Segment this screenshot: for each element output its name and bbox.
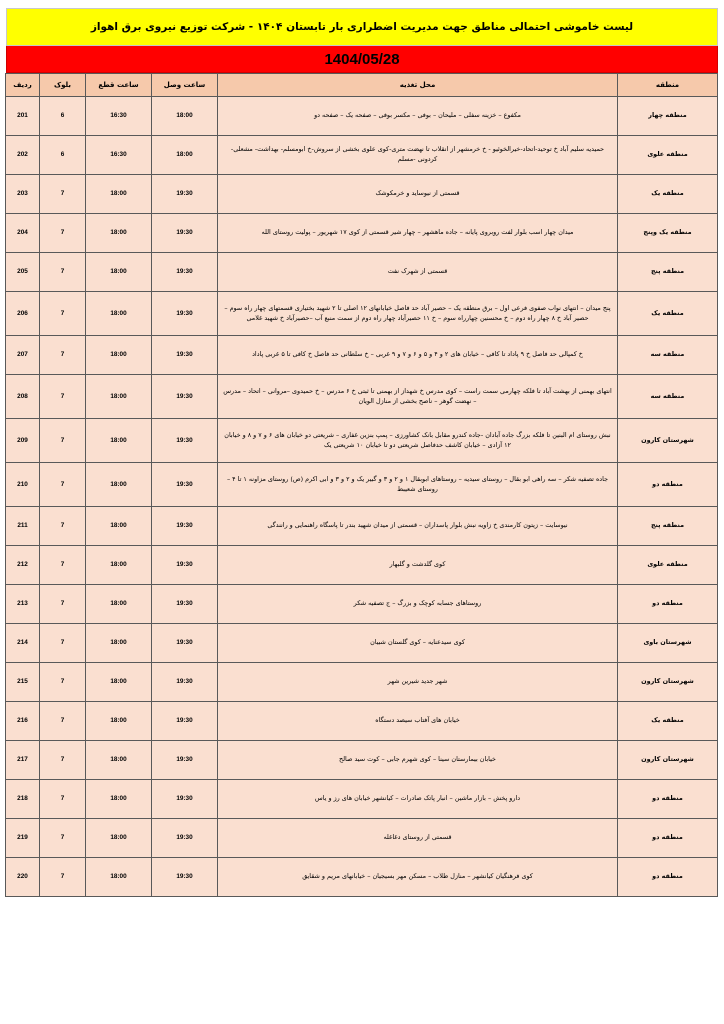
cell-radif: 209	[6, 419, 40, 463]
cell-radif: 220	[6, 858, 40, 897]
cell-location: قسمتی از شهرک نفت	[218, 253, 618, 292]
table-row	[6, 507, 718, 546]
cell-radif: 205	[6, 253, 40, 292]
cell-off-time: 18:00	[86, 336, 152, 375]
cell-location: کوی سیدعنایه – کوی گلستان شبیان	[218, 624, 618, 663]
cell-region: منطقه سه	[618, 336, 718, 375]
table-row	[6, 624, 718, 663]
column-header-off-time: ساعت قطع	[86, 74, 152, 97]
cell-off-time: 18:00	[86, 741, 152, 780]
cell-radif: 213	[6, 585, 40, 624]
cell-block: 7	[40, 663, 86, 702]
report-date-bar	[6, 46, 718, 73]
cell-off-time: 18:00	[86, 702, 152, 741]
cell-radif: 217	[6, 741, 40, 780]
cell-location: نیوسایت – زیتون کارمندی خ زاویه نبش بلوار پاسداران – قسمتی از میدان شهید بندر تا پاسگاه راهنمایی و رانندگی	[218, 507, 618, 546]
cell-block: 7	[40, 507, 86, 546]
cell-radif: 202	[6, 136, 40, 175]
cell-block: 7	[40, 175, 86, 214]
cell-location: مکفوع – خزینه سفلی – ملیحان – بوفی – مکسر بوفی – صفحه یک – صفحه دو	[218, 97, 618, 136]
cell-region: منطقه چهار	[618, 97, 718, 136]
cell-on-time: 19:30	[152, 375, 218, 419]
cell-location: میدان چهار اسب بلوار لفت روبروی پایانه – جاده ماهشهر – چهار شیر قسمتی از کوی ۱۷ شهریور – پولیت روستای الله	[218, 214, 618, 253]
cell-region: منطقه پنج	[618, 253, 718, 292]
cell-on-time: 19:30	[152, 546, 218, 585]
cell-radif: 212	[6, 546, 40, 585]
cell-block: 7	[40, 292, 86, 336]
cell-location: نبش روستای ام البنین تا فلکه بزرگ جاده آبادان -جاده کندرو مقابل بانک کشاورزی – پمپ بنزین غفاری – شریعتی دو خیابان های ۶ و ۷ و ۸ و خیابان ۱۲ آزادی – خیابان کاشف حدفاصل شریعتی دو تا خیابان ۱۰ شریعتی یک	[218, 419, 618, 463]
cell-off-time: 16:30	[86, 136, 152, 175]
table-row	[6, 819, 718, 858]
cell-block: 7	[40, 741, 86, 780]
cell-off-time: 18:00	[86, 175, 152, 214]
cell-on-time: 19:30	[152, 463, 218, 507]
column-header-radif: ردیف	[6, 74, 40, 97]
cell-off-time: 18:00	[86, 507, 152, 546]
cell-off-time: 18:00	[86, 624, 152, 663]
table-row	[6, 375, 718, 419]
cell-on-time: 19:30	[152, 175, 218, 214]
cell-block: 7	[40, 624, 86, 663]
cell-radif: 211	[6, 507, 40, 546]
cell-on-time: 19:30	[152, 780, 218, 819]
cell-block: 7	[40, 253, 86, 292]
table-row	[6, 136, 718, 175]
cell-on-time: 18:00	[152, 97, 218, 136]
table-header	[6, 74, 718, 97]
column-header-block: بلوک	[40, 74, 86, 97]
cell-block: 7	[40, 702, 86, 741]
cell-radif: 204	[6, 214, 40, 253]
cell-radif: 218	[6, 780, 40, 819]
cell-on-time: 19:30	[152, 741, 218, 780]
cell-location: خیابان های آفتاب سیصد دستگاه	[218, 702, 618, 741]
cell-radif: 219	[6, 819, 40, 858]
cell-radif: 216	[6, 702, 40, 741]
cell-region: منطقه یک	[618, 702, 718, 741]
cell-location: حمیدیه سلیم آباد خ توحید-اتحاد-خیرالخوئیو - خ خرمشهر از انقلاب تا نهضت متری-کوی علوی بخشی از سروش-خ ابومسلم- بهداشت- مشعلی- کردونی -مسلم	[218, 136, 618, 175]
cell-region: منطقه دو	[618, 463, 718, 507]
table-row	[6, 585, 718, 624]
cell-region: منطقه علوی	[618, 546, 718, 585]
table-row	[6, 336, 718, 375]
cell-location: کوی فرهنگیان کیانشهر – منازل طلاب – مسکن مهر بسیجیان – خیابانهای مریم و شقایق	[218, 858, 618, 897]
report-date: 1404/05/28	[324, 50, 400, 68]
cell-radif: 210	[6, 463, 40, 507]
cell-region: منطقه یک وپنج	[618, 214, 718, 253]
cell-off-time: 18:00	[86, 585, 152, 624]
column-header-on-time: ساعت وصل	[152, 74, 218, 97]
cell-region: شهرستان کارون	[618, 419, 718, 463]
cell-location: روستاهای جسابه کوچک و بزرگ – ج تصفیه شکر	[218, 585, 618, 624]
cell-location: جاده تصفیه شکر – سه راهی ابو بقال – روستای سیدیه – روستاهای ابوبقال ۱ و ۲ و ۳ و گبیر یک و ۲ و ۳ و ابی اکرم (ص) روستای مزاونه ۱ تا ۴ – روستای شعیبط	[218, 463, 618, 507]
cell-location: قسمتی از روستای دغاغله	[218, 819, 618, 858]
cell-location: انتهای بهمنی از بهشت آباد تا فلکه چهارمی سمت راست – کوی مدرس خ شهداز از بهمنی تا ثبتی خ ۶ مدرس – خ حمیدوی –مروانی – اتحاد – مدرس – نهضت گوهر – ناصح بخشی از منازل الویان	[218, 375, 618, 419]
table-row	[6, 546, 718, 585]
table-row	[6, 253, 718, 292]
cell-block: 6	[40, 97, 86, 136]
cell-region: منطقه سه	[618, 375, 718, 419]
cell-off-time: 18:00	[86, 375, 152, 419]
cell-block: 7	[40, 585, 86, 624]
cell-location: خ کمپالی حد فاصل خ ۹ پاداد تا کافی – خیابان های ۲ و ۴ و ۵ و ۶ و ۷ و ۹ غربی – خ سلطانی حد فاصل خ کافی تا ۵ غربی پاداد	[218, 336, 618, 375]
cell-block: 6	[40, 136, 86, 175]
column-header-region: منطقه	[618, 74, 718, 97]
cell-radif: 201	[6, 97, 40, 136]
cell-off-time: 18:00	[86, 780, 152, 819]
table-body	[6, 97, 718, 897]
cell-radif: 206	[6, 292, 40, 336]
table-row	[6, 463, 718, 507]
cell-location: خیابان بیمارستان سینا – کوی شهرم جابی – کوت سید صالح	[218, 741, 618, 780]
cell-region: شهرستان کارون	[618, 663, 718, 702]
cell-off-time: 18:00	[86, 463, 152, 507]
table-row	[6, 780, 718, 819]
cell-on-time: 19:30	[152, 702, 218, 741]
report-title-bar	[6, 8, 718, 46]
table-row	[6, 858, 718, 897]
cell-region: منطقه دو	[618, 819, 718, 858]
cell-off-time: 18:00	[86, 253, 152, 292]
cell-on-time: 19:30	[152, 253, 218, 292]
cell-region: منطقه یک	[618, 175, 718, 214]
cell-on-time: 19:30	[152, 663, 218, 702]
cell-off-time: 18:00	[86, 858, 152, 897]
cell-block: 7	[40, 463, 86, 507]
page-title: لیست خاموشی احتمالی مناطق جهت مدیریت اضطراری بار تابستان ۱۴۰۴ - شرکت توزیع نیروی برق اهواز	[90, 21, 634, 33]
cell-region: منطقه یک	[618, 292, 718, 336]
cell-location: کوی گلدشت و گلبهار	[218, 546, 618, 585]
cell-location: دارو پخش – بازار ماشین – انبار پاتک صادرات – کیانشهر خیابان های رز و یاس	[218, 780, 618, 819]
cell-off-time: 18:00	[86, 419, 152, 463]
table-row	[6, 292, 718, 336]
cell-region: شهرستان باوی	[618, 624, 718, 663]
cell-off-time: 18:00	[86, 292, 152, 336]
cell-region: منطقه دو	[618, 585, 718, 624]
cell-radif: 207	[6, 336, 40, 375]
column-header-location: محل تغذیه	[218, 74, 618, 97]
cell-off-time: 18:00	[86, 546, 152, 585]
cell-block: 7	[40, 336, 86, 375]
cell-region: شهرستان کارون	[618, 741, 718, 780]
cell-block: 7	[40, 419, 86, 463]
cell-location: پنج میدان – انتهای نواب صفوی فرعی اول – برق منطقه یک – حصیر آباد حد فاصل خیابانهای ۱۲ اصلی تا ۲ شهید بختیاری قسمتهای چهار راه سوم – حصیر آباد خ ۸ چهار راه دوم – خ محسنین چهارراه سوم – خ ۱۱ حصیرآباد چهار راه دوم از سمت منبع آب –حصیرآباد خ شهید غلامی	[218, 292, 618, 336]
cell-off-time: 18:00	[86, 819, 152, 858]
table-row	[6, 419, 718, 463]
table-row	[6, 97, 718, 136]
cell-block: 7	[40, 819, 86, 858]
cell-block: 7	[40, 375, 86, 419]
cell-off-time: 16:30	[86, 97, 152, 136]
cell-on-time: 19:30	[152, 292, 218, 336]
cell-block: 7	[40, 780, 86, 819]
table-row	[6, 663, 718, 702]
cell-on-time: 19:30	[152, 214, 218, 253]
cell-region: منطقه دو	[618, 780, 718, 819]
table-row	[6, 702, 718, 741]
cell-radif: 203	[6, 175, 40, 214]
cell-on-time: 19:30	[152, 819, 218, 858]
cell-on-time: 19:30	[152, 858, 218, 897]
cell-region: منطقه دو	[618, 858, 718, 897]
outage-table	[5, 73, 718, 897]
cell-block: 7	[40, 858, 86, 897]
cell-region: منطقه علوی	[618, 136, 718, 175]
table-row	[6, 214, 718, 253]
cell-location: شهر جدید شیرین شهر	[218, 663, 618, 702]
cell-radif: 214	[6, 624, 40, 663]
cell-radif: 215	[6, 663, 40, 702]
table-row	[6, 741, 718, 780]
table-row	[6, 175, 718, 214]
cell-off-time: 18:00	[86, 214, 152, 253]
cell-region: منطقه پنج	[618, 507, 718, 546]
cell-block: 7	[40, 546, 86, 585]
cell-on-time: 19:30	[152, 507, 218, 546]
cell-block: 7	[40, 214, 86, 253]
cell-on-time: 19:30	[152, 419, 218, 463]
cell-off-time: 18:00	[86, 663, 152, 702]
cell-radif: 208	[6, 375, 40, 419]
cell-on-time: 19:30	[152, 585, 218, 624]
cell-location: قسمتی از نیوساید و خرمکوشک	[218, 175, 618, 214]
cell-on-time: 19:30	[152, 336, 218, 375]
table-header-row	[6, 74, 718, 97]
cell-on-time: 19:30	[152, 624, 218, 663]
cell-on-time: 18:00	[152, 136, 218, 175]
